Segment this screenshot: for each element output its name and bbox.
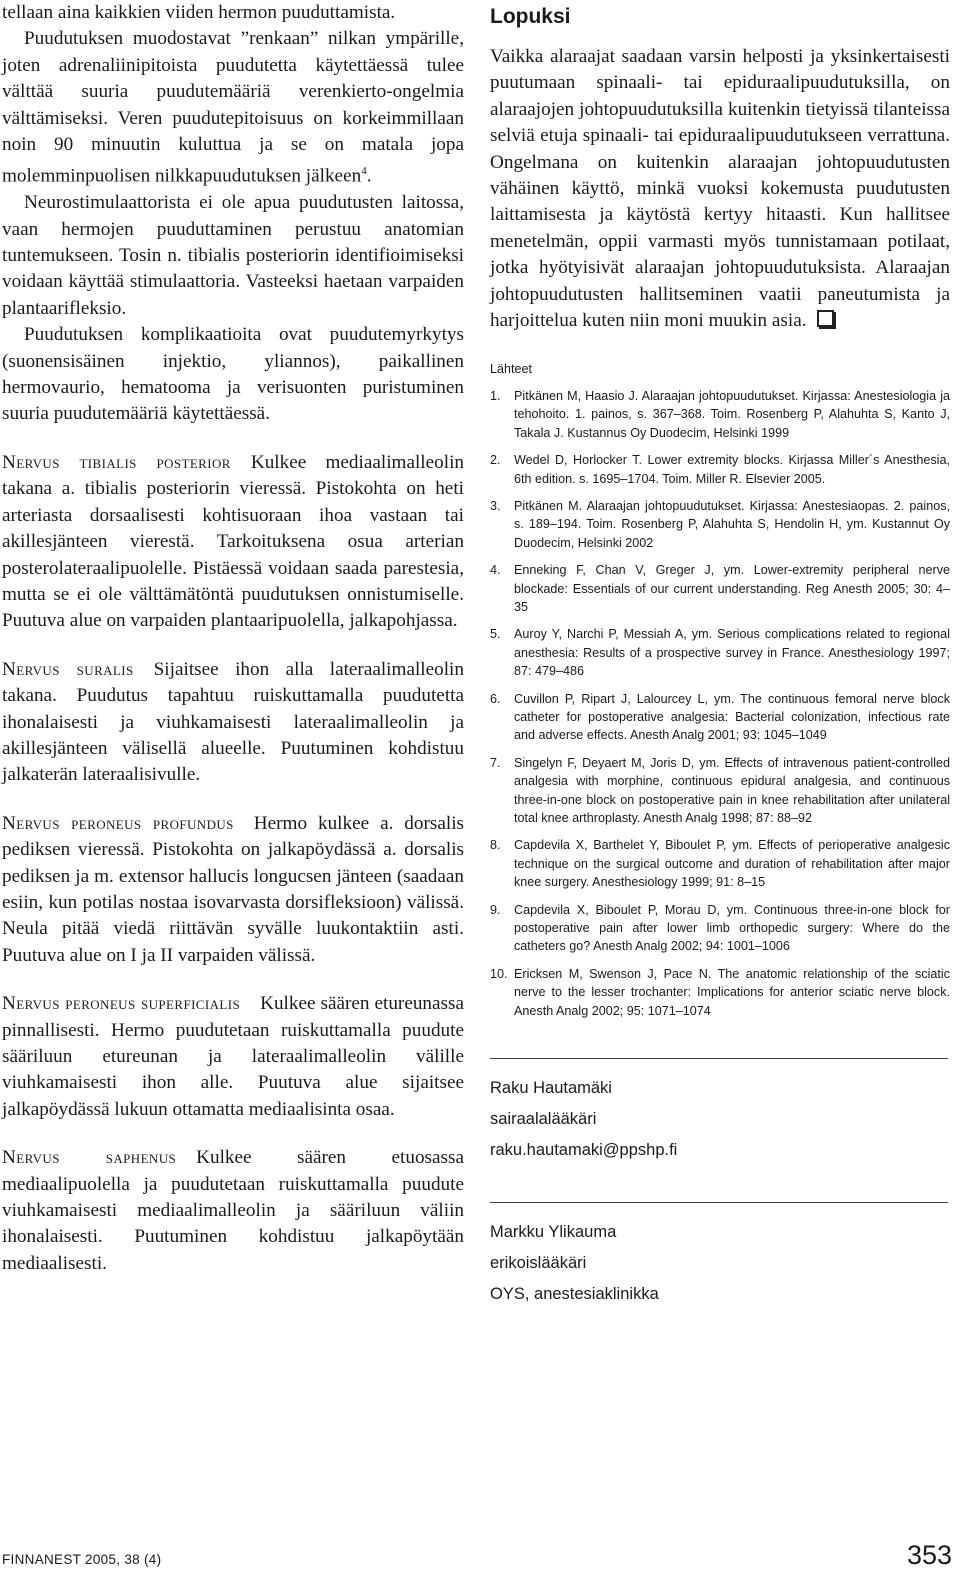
reference-number: 9.	[490, 902, 501, 917]
reference-number: 4.	[490, 563, 501, 578]
author-title: erikoislääkäri	[490, 1254, 587, 1273]
divider	[490, 1058, 948, 1059]
reference-text: Pitkänen M, Haasio J. Alaraajan johtopuudutukset. Kirjassa: Anestesiologia ja tehohoito. 1. painos, s. 367–368. Toim. Rosenberg P, Alahuhta S, Kanto J, Takala J. Kustannus Oy Duodecim, Helsinki 1999	[514, 388, 950, 440]
author-affiliation: OYS, anestesiaklinikka	[490, 1285, 659, 1304]
section-title: Lopuksi	[490, 5, 571, 28]
reference-item	[490, 836, 950, 891]
paragraph: Neurostimulaattorista ei ole apua puudutusten laitossa, vaan hermojen puuduttaminen perustuu anatomian tuntemukseen. Tosin n. tibialis posteriorin identifioimiseksi voidaan käyttää stimulaattoria. Vasteeksi haetaan varpaiden plantaarifleksio.	[2, 192, 464, 319]
page-number: 353	[906, 1540, 952, 1570]
section-tibialis-posterior: Nervus tibialis posterior Kulkee mediaalimalleolin takana a. tibialis posteriorin vieressä. Pistokohta on heti arteriasta dorsaalisesti kohtisuoraan ihoa vastaan tai akillesjänteen vierestä. Tarkoituksena osua arterian posterolateraalipuolelle. Pistäessä voidaan saada parestesia, mutta se ei ole välttämätöntä puudutuksen onnistumiselle. Puutuva alue on varpaiden plantaaripuolella, jalkapohjassa.	[2, 451, 465, 632]
references-title: Lähteet	[490, 362, 533, 377]
reference-number: 8.	[490, 838, 501, 853]
reference-item	[490, 690, 950, 745]
reference-number: 6.	[490, 691, 501, 706]
section-heading: Nervus peroneus superficialis	[2, 993, 241, 1015]
journal-citation: FINNANEST 2005, 38 (4)	[2, 1552, 162, 1567]
reference-item	[490, 451, 950, 488]
reference-number: 5.	[490, 627, 501, 642]
author-block	[490, 1073, 950, 1166]
reference-number: 3.	[490, 498, 501, 513]
paragraph: Puudutuksen muodostavat ”renkaan” nilkan ympärille, joten adrenaliinipitoista puudutetta käytettäessä tulee välttää suuria puudutemääriä verenkierto-ongelmia välttämiseksi. Veren puudutepitoisuus on korkeimmillaan noin 90 minuutin kuluttua ja se on matala jopa molemminpuolisen nilkkapuudutuksen jälkeen$^4$.	[2, 28, 464, 187]
reference-text: Capdevila X, Barthelet Y, Biboulet P, ym. Effects of perioperative analgesic technique on the surgical outcome and duration of rehabilitation after major knee surgery. Anesthesiology 1999; 91: 8–15	[514, 838, 950, 890]
reference-text: Pitkänen M. Alaraajan johtopuudutukset. Kirjassa: Anestesiaopas. 2. painos, s. 189–194. Toim. Rosenberg P, Alahuhta S, Hendolin H, ym. Kustannut Oy Duodecim, Helsinki 2002	[514, 498, 950, 550]
divider	[490, 1202, 948, 1203]
author-title: sairaalalääkäri	[490, 1110, 597, 1129]
reference-text: Ericksen M, Swenson J, Pace N. The anatomic relationship of the sciatic nerve to the lesser trochanter: Implications for anterior sciatic nerve block. Anesth Analg 2002; 95: 1071–1074	[514, 966, 950, 1018]
reference-item	[490, 901, 950, 956]
footnote-ref: 4	[361, 165, 367, 178]
reference-number: 2.	[490, 453, 501, 468]
conclusion-paragraph: Vaikka alaraajat saadaan varsin helposti ja yksinkertaisesti puutumaan spinaali- tai epiduraalipuudutuksilla, on alaraajojen johtopuudutuksilla kuitenkin tietyissä tilanteissa selviä etuja spinaali- tai epiduraalipuudutukseen verrattuna. Ongelmana on kuitenkin alaraajan johtopuudutusten vähäinen käyttö, minkä vuoksi kokemusta puudutusten laittamisesta ja käytöstä kertyy hitaasti. Kun hallitsee menetelmän, oppii varmasti myös tunnistamaan potilaat, jotka hyötyisivät alaraajan johtopuudutuksista. Alaraajan johtopuudutusten hallitseminen vaatii paneutumista ja harjoittelua kuten niin moni muukin asia.	[490, 46, 950, 332]
reference-text: Singelyn F, Deyaert M, Joris D, ym. Effects of intravenous patient-controlled analgesia with morphine, continuous epidural analgesia, and continuous three-in-one block on postoperative pain in knee rehabilitation after unilateral total knee arthroplasty. Anesth Analg 1998; 87: 88–92	[514, 755, 950, 825]
reference-item	[490, 497, 950, 552]
section-saphenus: Nervus saphenus Kulkee säären etuosassa mediaalipuolella ja puudutetaan ruiskuttamalla puudute viuhkamaisesti mediaalimalleolin ja sääriluun väliin ihonalaisesti. Puutuminen kohdistuu jalkapöytään mediaalisesti.	[2, 1147, 464, 1274]
reference-item	[490, 561, 950, 616]
reference-text: Auroy Y, Narchi P, Messiah A, ym. Serious complications related to regional anesthesia: Results of a prospective survey in France. Anesthesiology 1997; 87: 479–486	[514, 627, 950, 679]
end-of-article-icon	[817, 310, 834, 327]
references-list	[490, 387, 950, 1020]
author-name: Raku Hautamäki	[490, 1079, 612, 1098]
left-column	[2, 0, 464, 1277]
reference-number: 7.	[490, 755, 501, 770]
section-heading: Nervus tibialis posterior	[2, 451, 231, 473]
right-column	[490, 0, 950, 1310]
section-peroneus-profundus: Nervus peroneus profundus Hermo kulkee a. dorsalis pediksen vieressä. Pistokohta on jalkapöydässä a. dorsalis pediksen ja m. extensor hallucis longucsen jänteen (saadaan esiin, kun potilas nostaa isovarvasta dorsifleksioon) välissä. Neula pitää viedä riittävän syvälle luukontaktiin asti. Puutuva alue on I ja II varpaiden välissä.	[2, 812, 464, 966]
page-footer	[0, 1538, 952, 1578]
reference-text: Wedel D, Horlocker T. Lower extremity blocks. Kirjassa Miller´s Anesthesia, 6th edition. s. 1695–1704. Toim. Miller R. Elsevier 2005.	[514, 453, 950, 486]
paragraph: tellaan aina kaikkien viiden hermon puuduttamista.	[2, 2, 396, 23]
author-email: raku.hautamaki@ppshp.fi	[490, 1141, 678, 1160]
references	[490, 360, 950, 1020]
reference-item	[490, 754, 950, 828]
reference-text: Cuvillon P, Ripart J, Lalourcey L, ym. The continuous femoral nerve block catheter for postoperative analgesia: Bacterial colonization, infectious rate and adverse effects. Anesth Analg 2001; 93: 1045–1049	[514, 691, 950, 743]
section-heading: Nervus peroneus profundus	[2, 812, 234, 834]
author-block	[490, 1217, 950, 1310]
reference-number: 1.	[490, 388, 501, 403]
section-heading: Nervus saphenus	[2, 1147, 177, 1169]
author-name: Markku Ylikauma	[490, 1223, 617, 1242]
section-suralis: Nervus suralis Sijaitsee ihon alla lateraalimalleolin takana. Puudutus tapahtuu ruiskuttamalla puudutetta ihonalaisesti ja viuhkamaisesti lateraalimalleolin ja akillesjänteen välisellä alueelle. Puutuminen kohdistuu jalkaterän lateraalisivulle.	[2, 658, 464, 786]
reference-item	[490, 965, 950, 1020]
reference-text: Enneking F, Chan V, Greger J, ym. Lower-extremity peripheral nerve blockade: Essentials of our current understanding. Reg Anesth 2005; 30: 4–35	[514, 563, 950, 614]
reference-item	[490, 625, 950, 680]
section-peroneus-superficialis: Nervus peroneus superficialis Kulkee säären etureunassa pinnallisesti. Hermo puudutetaan ruiskuttamalla puudute sääriluun etureunan ja lateraalimalleolin välille viuhkamaisesti ihon alle. Puutuva alue sijaitsee jalkapöydässä lukuun ottamatta mediaalisinta osaa.	[2, 993, 464, 1120]
reference-text: Capdevila X, Biboulet P, Morau D, ym. Continuous three-in-one block for postoperative pain after lower limb orthopedic surgery: Where do the catheters go? Anesth Analg 2002; 94: 1001–1006	[514, 902, 950, 954]
reference-number: 10.	[490, 966, 508, 981]
reference-item	[490, 387, 950, 442]
section-heading: Nervus suralis	[2, 658, 134, 680]
paragraph: Puudutuksen komplikaatioita ovat puudutemyrkytys (suonensisäinen injektio, yliannos), paikallinen hermovaurio, hematooma ja verisuonten puristuminen suuria puudutemääriä käytettäessä.	[2, 324, 464, 425]
